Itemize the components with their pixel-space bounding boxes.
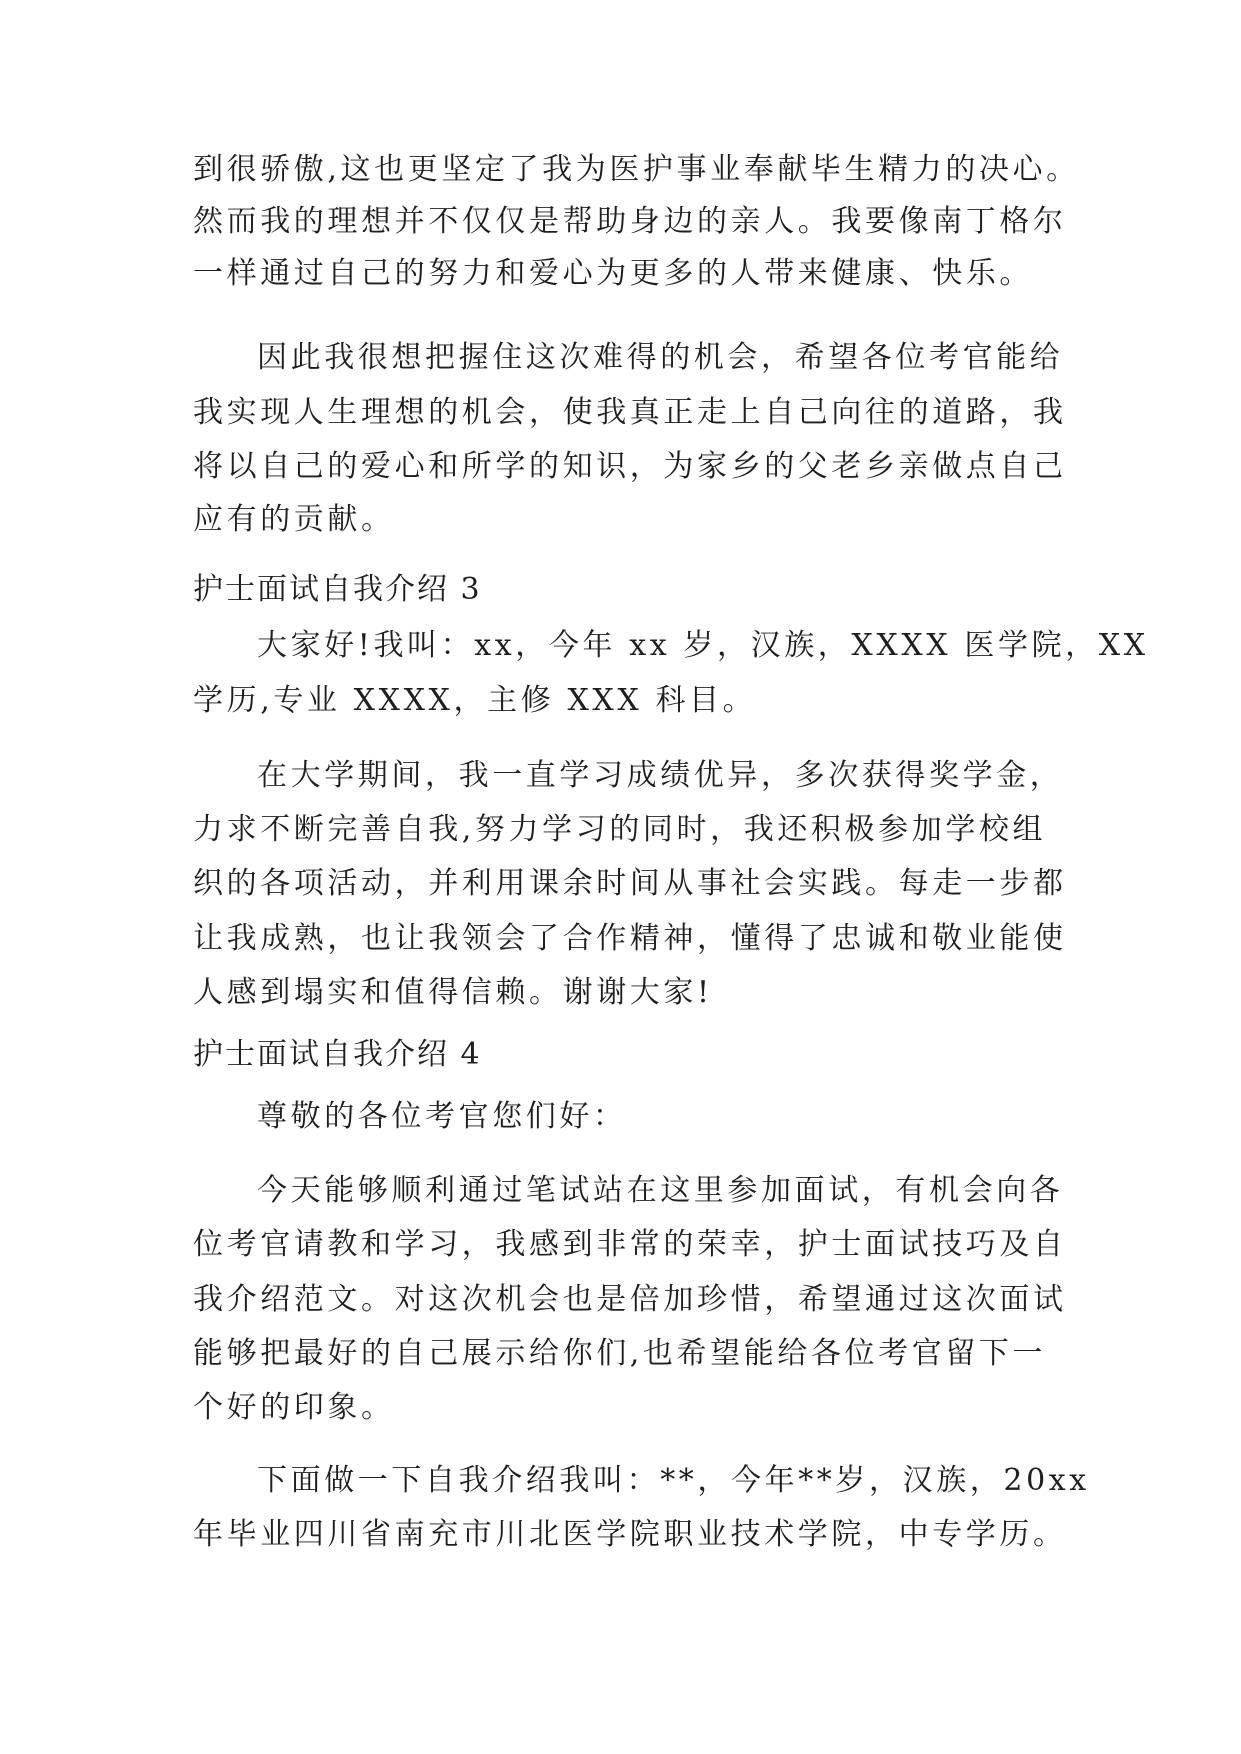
text-line: 年毕业四川省南充市川北医学院职业技术学院，中专学历。 (193, 1517, 1067, 1552)
paragraph-start-line: 因此我很想把握住这次难得的机会，希望各位考官能给 (257, 340, 1064, 375)
salutation-line: 尊敬的各位考官您们好： (257, 1099, 627, 1134)
text-line: 能够把最好的自己展示给你们,也希望能给各位考官留下一 (193, 1336, 1047, 1371)
text-line: 位考官请教和学习，我感到非常的荣幸，护士面试技巧及自 (193, 1227, 1067, 1262)
text-line: 学历,专业 XXXX，主修 XXX 科目。 (193, 683, 757, 718)
text-line: 一样通过自己的努力和爱心为更多的人带来健康、快乐。 (193, 256, 1033, 291)
text-line: 我介绍范文。对这次机会也是倍加珍惜，希望通过这次面试 (193, 1282, 1067, 1317)
text-line: 力求不断完善自我,努力学习的同时，我还积极参加学校组 (193, 812, 1047, 847)
text-line: 人感到塌实和值得信赖。谢谢大家! (193, 975, 713, 1010)
text-line: 应有的贡献。 (193, 502, 395, 537)
paragraph-start-line: 在大学期间，我一直学习成绩优异，多次获得奖学金， (257, 758, 1064, 793)
text-line: 到很骄傲,这也更坚定了我为医护事业奉献毕生精力的决心。 (193, 152, 1080, 187)
paragraph-start-line: 大家好!我叫：xx，今年 xx 岁，汉族，XXXX 医学院，XX (257, 628, 1149, 663)
text-line: 我实现人生理想的机会，使我真正走上自己向往的道路，我 (193, 395, 1067, 430)
text-line: 将以自己的爱心和所学的知识，为家乡的父老乡亲做点自己 (193, 449, 1067, 484)
text-line: 个好的印象。 (193, 1390, 395, 1425)
paragraph-start-line: 下面做一下自我介绍我叫：**，今年**岁，汉族，20xx (257, 1463, 1090, 1498)
text-line: 然而我的理想并不仅仅是帮助身边的亲人。我要像南丁格尔 (193, 204, 1067, 239)
text-line: 让我成熟，也让我领会了合作精神，懂得了忠诚和敬业能使 (193, 921, 1067, 956)
paragraph-start-line: 今天能够顺利通过笔试站在这里参加面试，有机会向各 (257, 1173, 1064, 1208)
section-heading-3: 护士面试自我介绍 3 (193, 572, 482, 607)
text-line: 织的各项活动，并利用课余时间从事社会实践。每走一步都 (193, 866, 1067, 901)
section-heading-4: 护士面试自我介绍 4 (193, 1037, 482, 1072)
